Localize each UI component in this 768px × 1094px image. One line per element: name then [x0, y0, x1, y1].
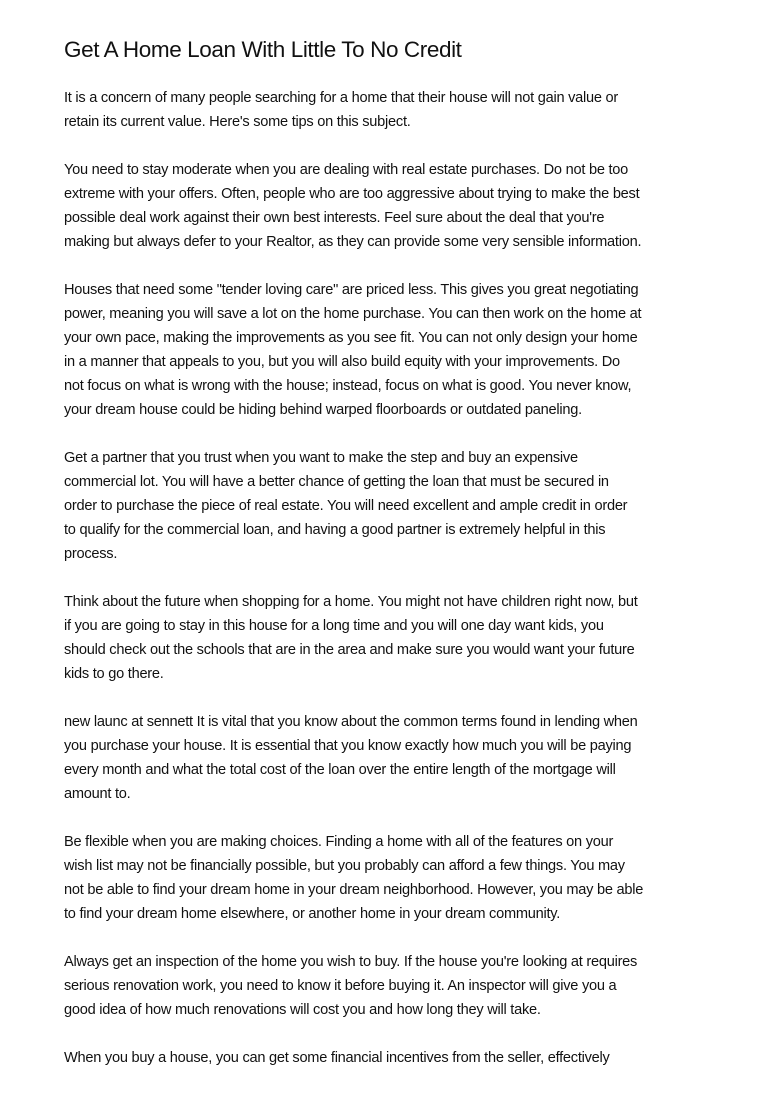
text-line: your own pace, making the improvements as you see fit. You can not only design your home	[64, 330, 638, 346]
text-line: order to purchase the piece of real estate. You will need excellent and ample credit in order	[64, 498, 628, 514]
text-line: good idea of how much renovations will cost you and how long they will take.	[64, 1002, 541, 1018]
text-line: kids to go there.	[64, 666, 164, 682]
text-line: you purchase your house. It is essential that you know exactly how much you will be paying	[64, 738, 632, 754]
paragraph	[64, 446, 643, 566]
text-line: in a manner that appeals to you, but you will also build equity with your improvements. Do	[64, 354, 620, 370]
paragraph	[64, 710, 643, 806]
text-line: power, meaning you will save a lot on the home purchase. You can then work on the home at	[64, 306, 642, 322]
text-line: your dream house could be hiding behind warped floorboards or outdated paneling.	[64, 402, 582, 418]
text-line: if you are going to stay in this house for a long time and you will one day want kids, you	[64, 618, 604, 634]
text-line: Think about the future when shopping for a home. You might not have children right now, but	[64, 594, 638, 610]
text-line: commercial lot. You will have a better chance of getting the loan that must be secured in	[64, 474, 609, 490]
text-line: You need to stay moderate when you are dealing with real estate purchases. Do not be too	[64, 162, 629, 178]
text-line: not be able to find your dream home in your dream neighborhood. However, you may be able	[64, 882, 644, 898]
text-line: not focus on what is wrong with the house; instead, focus on what is good. You never know,	[64, 378, 632, 394]
text-line: new launc at sennett It is vital that you know about the common terms found in lending when	[64, 714, 638, 730]
text-line: making but always defer to your Realtor, as they can provide some very sensible information.	[64, 234, 642, 250]
text-line: Houses that need some "tender loving care" are priced less. This gives you great negotiating	[64, 282, 639, 298]
paragraph	[64, 278, 643, 422]
text-line: wish list may not be financially possible, but you probably can afford a few things. You may	[64, 858, 625, 874]
paragraph	[64, 158, 643, 254]
text-line: amount to.	[64, 786, 131, 802]
text-line: It is a concern of many people searching for a home that their house will not gain value or	[64, 90, 619, 106]
text-line: extreme with your offers. Often, people who are too aggressive about trying to make the best	[64, 186, 640, 202]
text-line: to find your dream home elsewhere, or another home in your dream community.	[64, 906, 561, 922]
paragraph	[64, 86, 643, 134]
text-line: Get a partner that you trust when you want to make the step and buy an expensive	[64, 450, 578, 466]
document-body	[64, 86, 643, 1094]
paragraph	[64, 830, 643, 926]
text-line: When you buy a house, you can get some financial incentives from the seller, effectively	[64, 1050, 610, 1066]
text-line: Always get an inspection of the home you wish to buy. If the house you're looking at requires	[64, 954, 638, 970]
text-line: should check out the schools that are in the area and make sure you would want your future	[64, 642, 635, 658]
text-line: to qualify for the commercial loan, and having a good partner is extremely helpful in this	[64, 522, 606, 538]
text-line: Be flexible when you are making choices. Finding a home with all of the features on your	[64, 834, 614, 850]
text-line: serious renovation work, you need to know it before buying it. An inspector will give you a	[64, 978, 617, 994]
text-line: retain its current value. Here's some tips on this subject.	[64, 114, 411, 130]
text-line: process.	[64, 546, 118, 562]
text-line: possible deal work against their own best interests. Feel sure about the deal that you're	[64, 210, 605, 226]
paragraph	[64, 590, 643, 686]
paragraph	[64, 950, 643, 1022]
text-line: every month and what the total cost of the loan over the entire length of the mortgage will	[64, 762, 616, 778]
document-title: Get A Home Loan With Little To No Credit	[64, 37, 462, 62]
paragraph	[64, 1046, 643, 1070]
